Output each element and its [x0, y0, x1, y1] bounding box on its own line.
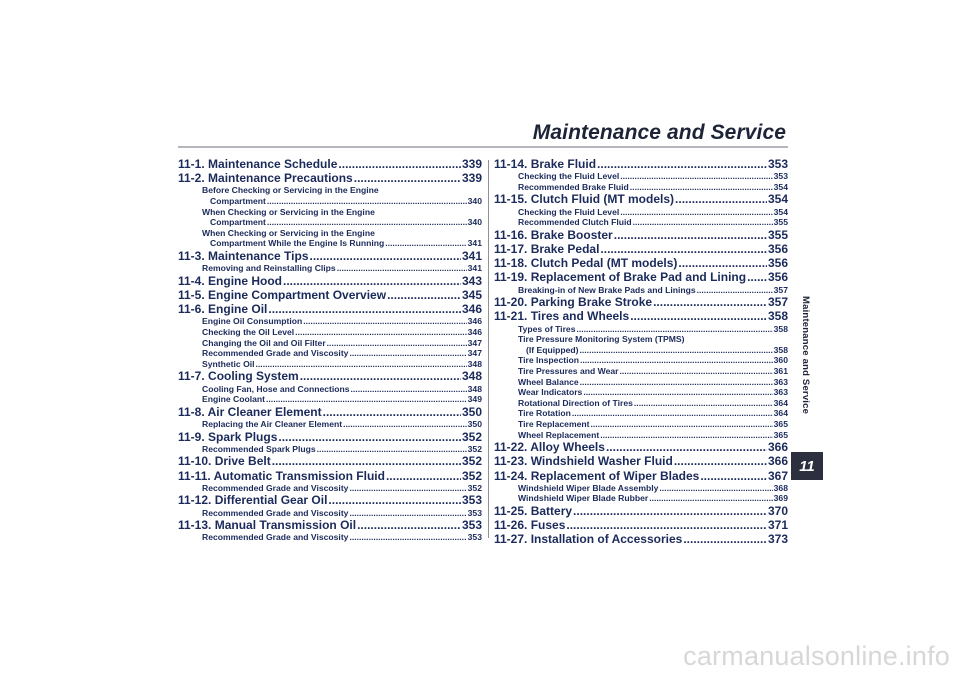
toc-entry-label: Checking the Fluid Level	[518, 206, 620, 217]
toc-page-number: 352	[467, 482, 482, 493]
toc-subentry[interactable]	[178, 532, 482, 543]
toc-entry-label: 11-6. Engine Oil	[178, 302, 268, 317]
toc-entry-label: (If Equipped)	[526, 344, 579, 355]
toc-page-number: 367	[767, 468, 788, 483]
toc-page-number: 350	[461, 404, 482, 419]
toc-entry[interactable]	[494, 454, 788, 468]
toc-page-number: 358	[773, 344, 788, 355]
toc-entry-label: Compartment	[210, 196, 266, 206]
toc-page-number: 369	[773, 493, 788, 504]
toc-page-number: 353	[467, 507, 482, 518]
toc-subentry[interactable]	[178, 217, 482, 228]
toc-leader-dots	[674, 454, 767, 468]
toc-entry-label: Recommended Spark Plugs	[202, 443, 316, 454]
toc-entry[interactable]	[494, 518, 788, 532]
toc-subentry-heading[interactable]: When Checking or Servicing in the Engine	[202, 206, 375, 217]
toc-page-number: 340	[467, 217, 482, 228]
toc-leader-dots	[630, 182, 773, 193]
toc-leader-dots	[620, 207, 772, 218]
toc-leader-dots	[591, 419, 773, 430]
toc-entry[interactable]	[178, 249, 482, 263]
toc-page-number: 350	[467, 418, 482, 429]
toc-page-number: 358	[773, 323, 788, 334]
toc-subentry[interactable]	[494, 345, 788, 356]
toc-page-number: 340	[467, 196, 482, 206]
toc-leader-dots	[349, 483, 466, 494]
toc-entry-label: Removing and Reinstalling Clips	[202, 263, 336, 274]
toc-entry-label: Recommended Grade and Viscosity	[202, 507, 349, 518]
toc-subentry[interactable]	[178, 327, 482, 338]
toc-entry-label: Tire Inspection	[518, 355, 579, 366]
toc-page-number: 360	[773, 355, 788, 366]
toc-page-number: 363	[773, 387, 788, 398]
toc-subentry[interactable]	[178, 338, 482, 349]
toc-page-number: 364	[773, 408, 788, 419]
toc-page-number: 364	[773, 397, 788, 408]
toc-entry-label: 11-27. Installation of Accessories	[494, 532, 683, 547]
toc-page-number: 354	[773, 181, 788, 192]
toc-subentry[interactable]	[178, 316, 482, 327]
toc-subentry[interactable]	[494, 398, 788, 409]
toc-entry-label: Breaking-in of New Brake Pads and Linings	[518, 284, 696, 295]
toc-subentry[interactable]	[178, 394, 482, 405]
toc-subentry-heading[interactable]: Before Checking or Servicing in the Engine	[202, 185, 379, 196]
toc-subentry[interactable]	[178, 238, 482, 249]
toc-leader-dots	[300, 369, 461, 383]
toc-leader-dots	[267, 196, 467, 207]
toc-page-number: 352	[461, 454, 482, 469]
toc-entry[interactable]	[178, 171, 482, 185]
toc-entry[interactable]	[494, 157, 788, 171]
toc-subentry[interactable]	[494, 355, 788, 366]
toc-leader-dots	[600, 242, 767, 256]
toc-leader-dots	[357, 518, 461, 532]
toc-leader-dots	[619, 366, 772, 377]
toc-leader-dots	[343, 419, 467, 430]
toc-leader-dots	[272, 454, 461, 468]
toc-entry-label: Recommended Brake Fluid	[518, 181, 629, 192]
toc-leader-dots	[349, 348, 466, 359]
toc-entry-label: 11-2. Maintenance Precautions	[178, 171, 353, 186]
toc-entry[interactable]	[178, 274, 482, 288]
toc-entry-label: 11-12. Differential Gear Oil	[178, 493, 328, 508]
toc-entry-label: Recommended Grade and Viscosity	[202, 482, 349, 493]
toc-entry[interactable]	[178, 454, 482, 468]
side-chapter-label: Maintenance and Service	[800, 296, 811, 415]
toc-leader-dots	[566, 518, 767, 532]
toc-leader-dots	[614, 228, 767, 242]
toc-page-number: 348	[461, 369, 482, 384]
toc-subentry[interactable]	[494, 430, 788, 441]
toc-entry-label: Checking the Fluid Level	[518, 171, 620, 182]
toc-page-number: 365	[773, 429, 788, 440]
toc-entry-label: Synthetic Oil	[202, 358, 255, 369]
toc-entry[interactable]	[494, 270, 788, 284]
toc-entry[interactable]	[494, 532, 788, 546]
toc-leader-dots	[385, 238, 466, 249]
toc-leader-dots	[620, 171, 772, 182]
toc-subentry[interactable]	[494, 387, 788, 398]
toc-subentry[interactable]	[494, 171, 788, 182]
toc-subentry[interactable]	[494, 217, 788, 228]
toc-leader-dots	[675, 192, 767, 206]
toc-page-number: 363	[773, 376, 788, 387]
column-divider	[488, 160, 489, 538]
toc-leader-dots	[328, 493, 461, 507]
toc-leader-dots	[351, 384, 467, 395]
toc-leader-dots	[659, 483, 772, 494]
toc-leader-dots	[700, 469, 767, 483]
toc-entry-label: 11-3. Maintenance Tips	[178, 248, 309, 263]
toc-subentry[interactable]	[178, 419, 482, 430]
toc-entry-label: Compartment While the Engine Is Running	[210, 238, 385, 249]
toc-entry-label: Cooling Fan, Hose and Connections	[202, 383, 350, 394]
toc-page-number: 341	[461, 248, 482, 263]
toc-leader-dots	[327, 338, 467, 349]
toc-page-number: 352	[461, 468, 482, 483]
toc-subentry[interactable]	[494, 377, 788, 388]
toc-leader-dots	[283, 274, 461, 288]
toc-leader-dots	[747, 270, 767, 284]
toc-right-column	[494, 157, 788, 547]
toc-subentry[interactable]	[178, 196, 482, 207]
toc-entry[interactable]	[494, 228, 788, 242]
toc-subentry[interactable]	[178, 384, 482, 395]
toc-leader-dots	[354, 171, 461, 185]
toc-entry-label: Windshield Wiper Blade Assembly	[518, 482, 659, 493]
toc-entry-label: 11-10. Drive Belt	[178, 454, 271, 469]
toc-subentry[interactable]	[494, 366, 788, 377]
toc-entry[interactable]	[178, 518, 482, 532]
toc-page-number: 343	[461, 273, 482, 288]
toc-page-number: 341	[467, 238, 482, 249]
toc-entry-label: 11-22. Alloy Wheels	[494, 440, 605, 455]
toc-entry-label: 11-18. Clutch Pedal (MT models)	[494, 256, 678, 271]
toc-page-number: 356	[767, 241, 788, 256]
toc-subentry[interactable]	[178, 444, 482, 455]
toc-page-number: 345	[461, 287, 482, 302]
toc-leader-dots	[683, 532, 767, 546]
toc-entry-label: Wheel Balance	[518, 376, 579, 387]
toc-entry-label: 11-17. Brake Pedal	[494, 241, 600, 256]
toc-entry-label: Changing the Oil and Oil Filter	[202, 337, 326, 348]
toc-page-number: 339	[461, 171, 482, 186]
toc-entry-label: Tire Pressures and Wear	[518, 365, 619, 376]
toc-subentry[interactable]	[178, 263, 482, 274]
toc-page-number: 354	[767, 192, 788, 207]
toc-subentry[interactable]	[494, 493, 788, 504]
toc-entry-label: 11-11. Automatic Transmission Fluid	[178, 468, 385, 483]
toc-subentry-heading[interactable]: Tire Pressure Monitoring System (TPMS)	[518, 334, 685, 345]
toc-leader-dots	[583, 387, 772, 398]
toc-page-number: 353	[461, 493, 482, 508]
toc-entry-label: 11-13. Manual Transmission Oil	[178, 518, 357, 533]
toc-leader-dots	[572, 408, 773, 419]
toc-page-number: 346	[467, 326, 482, 337]
toc-entry-label: 11-19. Replacement of Brake Pad and Lining	[494, 270, 747, 285]
toc-entry-label: 11-9. Spark Plugs	[178, 429, 278, 444]
toc-entry-label: Tire Replacement	[518, 418, 590, 429]
toc-page-number: 341	[467, 263, 482, 274]
toc-entry-label: 11-24. Replacement of Wiper Blades	[494, 468, 700, 483]
toc-subentry-heading[interactable]: When Checking or Servicing in the Engine	[202, 227, 375, 238]
toc-entry-label: Recommended Grade and Viscosity	[202, 348, 349, 359]
toc-entry[interactable]	[178, 493, 482, 507]
toc-entry-label: 11-20. Parking Brake Stroke	[494, 295, 653, 310]
toc-entry-label: 11-4. Engine Hood	[178, 273, 283, 288]
chapter-number-tab[interactable]: 11	[791, 452, 823, 480]
toc-leader-dots	[573, 504, 767, 518]
toc-subentry[interactable]	[178, 508, 482, 519]
toc-subentry[interactable]	[494, 285, 788, 296]
toc-leader-dots	[600, 430, 772, 441]
toc-page-number: 352	[467, 443, 482, 454]
toc-page-number: 347	[467, 348, 482, 359]
toc-subentry[interactable]	[494, 182, 788, 193]
toc-leader-dots	[633, 217, 773, 228]
toc-leader-dots	[634, 398, 773, 409]
toc-entry-label: 11-5. Engine Compartment Overview	[178, 287, 387, 302]
toc-entry[interactable]	[494, 469, 788, 483]
toc-entry-label: Recommended Grade and Viscosity	[202, 532, 349, 543]
section-title: Maintenance and Service	[532, 121, 786, 144]
toc-page-number: 358	[767, 309, 788, 324]
toc-leader-dots	[323, 405, 461, 419]
toc-page-number: 357	[773, 284, 788, 295]
toc-entry-label: 11-21. Tires and Wheels	[494, 309, 630, 324]
toc-leader-dots	[386, 469, 461, 483]
toc-leader-dots	[268, 302, 461, 316]
toc-entry[interactable]	[178, 469, 482, 483]
toc-entry-label: Recommended Clutch Fluid	[518, 217, 632, 228]
toc-page-number: 361	[773, 365, 788, 376]
toc-page-number: 346	[461, 302, 482, 317]
toc-leader-dots	[580, 345, 773, 356]
toc-page-number: 346	[467, 316, 482, 327]
toc-leader-dots	[338, 157, 461, 171]
toc-entry-label: 11-14. Brake Fluid	[494, 157, 597, 171]
toc-entry[interactable]	[494, 295, 788, 309]
toc-subentry[interactable]	[494, 324, 788, 335]
toc-entry-label: Checking the Oil Level	[202, 326, 295, 337]
toc-entry[interactable]	[494, 440, 788, 454]
toc-page-number: 353	[461, 518, 482, 533]
toc-leader-dots	[349, 508, 466, 519]
toc-subentry[interactable]	[494, 207, 788, 218]
toc-leader-dots	[267, 217, 467, 228]
toc-page-number: 353	[767, 157, 788, 171]
toc-subentry[interactable]	[494, 408, 788, 419]
toc-entry[interactable]	[178, 369, 482, 383]
toc-entry[interactable]	[178, 302, 482, 316]
toc-entry-label: 11-25. Battery	[494, 503, 573, 518]
toc-page-number: 356	[767, 270, 788, 285]
toc-leader-dots	[278, 430, 461, 444]
toc-page-number: 365	[773, 418, 788, 429]
toc-entry[interactable]	[494, 256, 788, 270]
toc-leader-dots	[266, 394, 467, 405]
toc-page-number: 339	[461, 157, 482, 171]
toc-entry-label: Wheel Replacement	[518, 429, 600, 440]
toc-entry-label: Engine Coolant	[202, 394, 266, 405]
toc-entry-label: Rotational Direction of Tires	[518, 397, 633, 408]
toc-leader-dots	[317, 444, 467, 455]
toc-entry-label: Types of Tires	[518, 323, 576, 334]
toc-subentry[interactable]	[178, 359, 482, 370]
toc-leader-dots	[295, 327, 466, 338]
toc-entry[interactable]	[494, 504, 788, 518]
toc-entry[interactable]	[178, 288, 482, 302]
toc-page-number: 366	[767, 454, 788, 469]
toc-entry-label: 11-8. Air Cleaner Element	[178, 404, 322, 419]
toc-leader-dots	[303, 316, 466, 327]
toc-leader-dots	[653, 295, 767, 309]
toc-entry-label: Windshield Wiper Blade Rubber	[518, 493, 649, 504]
toc-entry[interactable]	[494, 242, 788, 256]
toc-leader-dots	[256, 359, 467, 370]
toc-leader-dots	[387, 288, 461, 302]
toc-leader-dots	[697, 285, 773, 296]
toc-page-number: 355	[773, 217, 788, 228]
toc-page-number: 356	[767, 256, 788, 271]
toc-leader-dots	[576, 324, 772, 335]
toc-page-number: 353	[467, 532, 482, 543]
toc-entry[interactable]	[494, 309, 788, 323]
toc-entry-label: 11-7. Cooling System	[178, 369, 299, 384]
toc-subentry[interactable]	[178, 483, 482, 494]
toc-leader-dots	[630, 309, 767, 323]
toc-page-number: 370	[767, 503, 788, 518]
toc-page-number: 368	[773, 482, 788, 493]
title-rule	[178, 146, 788, 148]
toc-page-number: 348	[467, 358, 482, 369]
toc-page-number: 371	[767, 518, 788, 533]
toc-entry-label: 11-23. Windshield Washer Fluid	[494, 454, 673, 469]
toc-leader-dots	[649, 493, 772, 504]
toc-entry[interactable]	[178, 157, 482, 171]
toc-page-number: 353	[773, 171, 788, 182]
toc-entry[interactable]	[178, 430, 482, 444]
toc-page-number: 347	[467, 337, 482, 348]
toc-leader-dots	[580, 355, 773, 366]
toc-entry-label: 11-26. Fuses	[494, 518, 566, 533]
toc-left-column	[178, 157, 482, 543]
toc-leader-dots	[337, 263, 467, 274]
toc-leader-dots	[349, 532, 466, 543]
toc-page-number: 373	[767, 532, 788, 547]
toc-entry-label: 11-15. Clutch Fluid (MT models)	[494, 192, 675, 207]
watermark: carmanualsonline.info	[683, 641, 950, 671]
toc-entry-label: Compartment	[210, 217, 266, 228]
toc-leader-dots	[606, 440, 767, 454]
toc-subentry[interactable]	[494, 483, 788, 494]
toc-entry-label: Wear Indicators	[518, 387, 583, 398]
toc-leader-dots	[597, 157, 767, 171]
toc-leader-dots	[678, 256, 767, 270]
toc-subentry[interactable]	[494, 419, 788, 430]
toc-page-number: 354	[773, 206, 788, 217]
toc-page-number: 348	[467, 383, 482, 394]
toc-page-number: 355	[767, 227, 788, 242]
toc-entry-label: Tire Rotation	[518, 408, 571, 419]
toc-entry-label: Replacing the Air Cleaner Element	[202, 418, 343, 429]
toc-page-number: 349	[467, 394, 482, 405]
toc-entry-label: 11-1. Maintenance Schedule	[178, 157, 338, 171]
toc-entry[interactable]	[178, 405, 482, 419]
toc-subentry[interactable]	[178, 348, 482, 359]
toc-leader-dots	[580, 377, 773, 388]
toc-entry[interactable]	[494, 192, 788, 206]
toc-page-number: 357	[767, 295, 788, 310]
toc-entry-label: 11-16. Brake Booster	[494, 227, 613, 242]
toc-page-number: 366	[767, 440, 788, 455]
toc-leader-dots	[310, 249, 461, 263]
toc-page-number: 352	[461, 429, 482, 444]
toc-entry-label: Engine Oil Consumption	[202, 316, 303, 327]
